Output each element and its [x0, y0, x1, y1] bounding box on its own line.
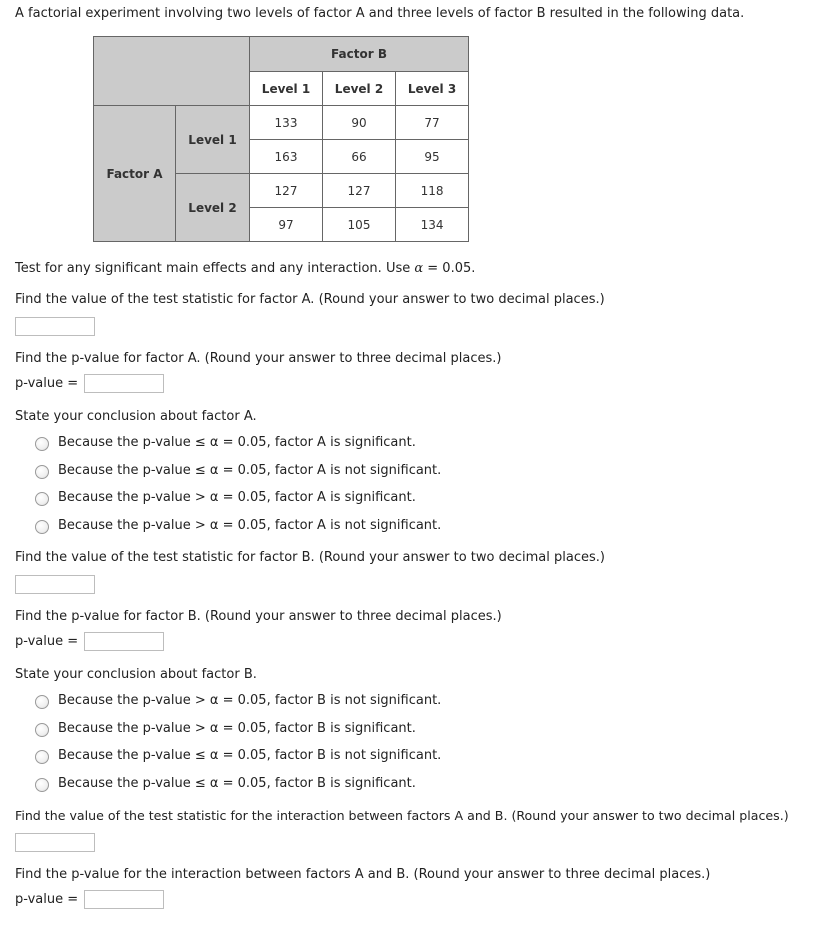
factor-b-header: Factor B [250, 37, 469, 72]
option-b-4[interactable]: Because the p-value ≤ α = 0.05, factor B is significant. [58, 776, 416, 791]
radio-b-3[interactable] [35, 750, 49, 764]
table-cell: 97 [250, 208, 323, 242]
test-instruction [15, 261, 475, 276]
table-cell: 77 [396, 106, 469, 140]
radio-b-4[interactable] [35, 778, 49, 792]
stat-ab-input[interactable] [15, 833, 95, 852]
table-cell: 95 [396, 140, 469, 174]
option-a-3[interactable]: Because the p-value > α = 0.05, factor A is significant. [58, 490, 416, 505]
option-b-2[interactable]: Because the p-value > α = 0.05, factor B is significant. [58, 721, 416, 736]
radio-a-4[interactable] [35, 520, 49, 534]
factor-a-label: Factor A [94, 106, 176, 242]
test-instruction-suffix: = 0.05. [423, 261, 476, 276]
alpha-symbol: α [414, 261, 424, 276]
stat-b-input[interactable] [15, 575, 95, 594]
option-b-1[interactable]: Because the p-value > α = 0.05, factor B is not significant. [58, 693, 442, 708]
radio-b-2[interactable] [35, 723, 49, 737]
test-instruction-prefix: Test for any significant main effects and any interaction. Use [15, 261, 415, 276]
option-a-1[interactable]: Because the p-value ≤ α = 0.05, factor A is significant. [58, 435, 416, 450]
pvalue-ab-label: p-value = [15, 892, 79, 907]
radio-a-2[interactable] [35, 465, 49, 479]
intro-text: A factorial experiment involving two levels of factor A and three levels of factor B resulted in the following data. [15, 6, 745, 21]
table-corner [94, 37, 250, 106]
b-level-2-header: Level 2 [323, 72, 396, 106]
table-cell: 90 [323, 106, 396, 140]
question-pvalue-ab: Find the p-value for the interaction between factors A and B. (Round your answer to three decimal places.) [15, 867, 711, 882]
table-cell: 134 [396, 208, 469, 242]
option-a-2[interactable]: Because the p-value ≤ α = 0.05, factor A is not significant. [58, 463, 442, 478]
pvalue-b-input[interactable] [84, 632, 164, 651]
question-pvalue-a: Find the p-value for factor A. (Round your answer to three decimal places.) [15, 351, 502, 366]
question-conclusion-b: State your conclusion about factor B. [15, 667, 257, 682]
table-cell: 127 [250, 174, 323, 208]
question-conclusion-a: State your conclusion about factor A. [15, 409, 257, 424]
pvalue-a-label: p-value = [15, 376, 79, 391]
question-stat-a: Find the value of the test statistic for factor A. (Round your answer to two decimal places.) [15, 292, 605, 307]
option-b-3[interactable]: Because the p-value ≤ α = 0.05, factor B is not significant. [58, 748, 442, 763]
table-cell: 118 [396, 174, 469, 208]
a-level-1-label: Level 1 [176, 106, 250, 174]
b-level-1-header: Level 1 [250, 72, 323, 106]
question-pvalue-b: Find the p-value for factor B. (Round your answer to three decimal places.) [15, 609, 502, 624]
table-cell: 133 [250, 106, 323, 140]
table-cell: 105 [323, 208, 396, 242]
pvalue-a-input[interactable] [84, 374, 164, 393]
a-level-2-label: Level 2 [176, 174, 250, 242]
stat-a-input[interactable] [15, 317, 95, 336]
radio-a-1[interactable] [35, 437, 49, 451]
radio-b-1[interactable] [35, 695, 49, 709]
radio-a-3[interactable] [35, 492, 49, 506]
question-stat-b: Find the value of the test statistic for factor B. (Round your answer to two decimal places.) [15, 550, 605, 565]
pvalue-b-label: p-value = [15, 634, 79, 649]
pvalue-ab-input[interactable] [84, 890, 164, 909]
question-stat-ab: Find the value of the test statistic for the interaction between factors A and B. (Round your answer to two decimal places.) [15, 808, 789, 823]
option-a-4[interactable]: Because the p-value > α = 0.05, factor A is not significant. [58, 518, 442, 533]
table-cell: 163 [250, 140, 323, 174]
b-level-3-header: Level 3 [396, 72, 469, 106]
table-cell: 66 [323, 140, 396, 174]
table-cell: 127 [323, 174, 396, 208]
data-table [93, 36, 469, 242]
